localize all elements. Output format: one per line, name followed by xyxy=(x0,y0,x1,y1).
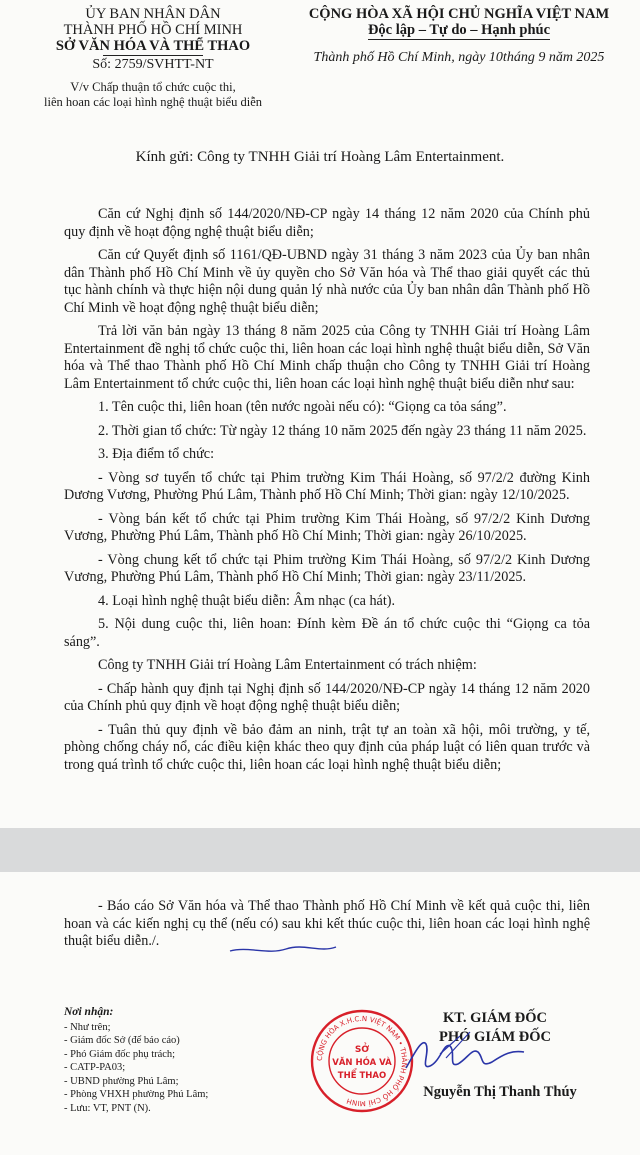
recipient-item: - Giám đốc Sở (để báo cáo) xyxy=(64,1035,180,1046)
paragraph: 1. Tên cuộc thi, liên hoan (tên nước ngoài nếu có): “Giọng ca tỏa sáng”. xyxy=(98,399,507,415)
paragraph: - Tuân thủ quy định về bảo đảm an ninh, trật tự an toàn xã hội, môi trường, y tế, phòng chống cháy nổ, các điều kiện khác theo quy định của pháp luật có liên quan trước và trong quá trình tổ chức cuộc thi, liên hoan các loại hình nghệ thuật biểu diễn; xyxy=(64,721,590,773)
subject-line1: V/v Chấp thuận tổ chức cuộc thi, xyxy=(70,80,236,94)
department-underline xyxy=(103,55,203,56)
seal-center-line2: VĂN HÓA VÀ xyxy=(332,1058,392,1068)
seal-center-line3: THỂ THAO xyxy=(337,1071,387,1081)
recipient-item: - CATP-PA03; xyxy=(64,1062,126,1073)
seal-center-line1: SỞ xyxy=(354,1045,370,1055)
paragraph: 2. Thời gian tổ chức: Từ ngày 12 tháng 10 năm 2025 đến ngày 23 tháng 11 năm 2025. xyxy=(98,422,587,439)
recipients-list xyxy=(64,1006,294,1115)
document-number: Số: 2759/SVHTT-NT xyxy=(92,57,214,72)
issuing-agency-header xyxy=(34,6,272,110)
paragraph: Căn cứ Quyết định số 1161/QĐ-UBND ngày 31 tháng 3 năm 2023 của Ủy ban nhân dân Thành phố Hồ Chí Minh về ủy quyền cho Sở Văn hóa và Thể thao giải quyết các thủ tục hành chính và thực hiện nội dung quản lý nhà nước của Ủy ban nhân dân Thành phố Hồ Chí Minh về hoạt động nghệ thuật biểu diễn; xyxy=(64,247,590,316)
recipients-title: Nơi nhận: xyxy=(64,1006,114,1018)
signer-role-line2: PHÓ GIÁM ĐỐC xyxy=(439,1029,551,1045)
paragraph: - Báo cáo Sở Văn hóa và Thể thao Thành phố Hồ Chí Minh về kết quả cuộc thi, liên hoan và các kiến nghị cụ thể (nếu có) sau khi kết thúc cuộc thi, liên hoan các loại hình nghệ thuật biểu diễn./. xyxy=(64,898,590,949)
handwritten-signature-icon xyxy=(400,1024,530,1084)
closing-underline-scribble xyxy=(228,942,338,958)
department-name: SỞ VĂN HÓA VÀ THỂ THAO xyxy=(55,38,251,54)
paragraph: - Vòng bán kết tổ chức tại Phim trường Kim Thái Hoàng, số 97/2/2 Kinh Dương Vương, Phường Phú Lâm, Thành phố Hồ Chí Minh; Thời gian: ngày 26/10/2025. xyxy=(64,510,590,544)
letter-body xyxy=(64,206,590,780)
paragraph: 5. Nội dung cuộc thi, liên hoan: Đính kèm Đề án tổ chức cuộc thi “Giọng ca tỏa sáng”. xyxy=(64,616,590,650)
paragraph: - Chấp hành quy định tại Nghị định số 144/2020/NĐ-CP ngày 14 tháng 12 năm 2020 của Chính phủ quy định về hoạt động nghệ thuật biểu diễn; xyxy=(64,680,590,714)
agency-line1: ỦY BAN NHÂN DÂN xyxy=(85,6,221,22)
recipient-item: - Phòng VHXH phường Phú Lâm; xyxy=(64,1089,209,1100)
agency-line2: THÀNH PHỐ HỒ CHÍ MINH xyxy=(63,22,243,38)
recipient-item: - UBND phường Phú Lâm; xyxy=(64,1075,179,1087)
recipient-item: - Phó Giám đốc phụ trách; xyxy=(64,1048,176,1060)
recipient-line: Kính gửi: Công ty TNHH Giải trí Hoàng Lâm Entertainment. xyxy=(135,149,505,165)
subject-line2: liên hoan các loại hình nghệ thuật biểu diễn xyxy=(44,95,262,109)
signer-role-line1: KT. GIÁM ĐỐC xyxy=(442,1010,548,1026)
paragraph: - Vòng chung kết tổ chức tại Phim trường Kim Thái Hoàng, số 97/2/2 Kinh Dương Vương, Phường Phú Lâm, Thành phố Hồ Chí Minh; Thời gian: ngày 23/11/2025. xyxy=(64,551,590,585)
signer-name: Nguyễn Thị Thanh Thúy xyxy=(423,1084,577,1100)
national-header xyxy=(284,6,634,66)
country-name: CỘNG HÒA XÃ HỘI CHỦ NGHĨA VIỆT NAM xyxy=(308,6,610,22)
paragraph: - Vòng sơ tuyển tổ chức tại Phim trường Kim Thái Hoàng, số 97/2/2 đường Kinh Dương Vương, Phường Phú Lâm, Thành phố Hồ Chí Minh; Thời gian: ngày 12/10/2025. xyxy=(64,469,590,503)
paragraph: Công ty TNHH Giải trí Hoàng Lâm Entertainment có trách nhiệm: xyxy=(98,657,477,673)
page-separator xyxy=(0,828,640,872)
issue-date: Thành phố Hồ Chí Minh, ngày 10tháng 9 năm 2025 xyxy=(313,50,605,65)
paragraph: Căn cứ Nghị định số 144/2020/NĐ-CP ngày 14 tháng 12 năm 2020 của Chính phủ quy định về hoạt động nghệ thuật biểu diễn; xyxy=(64,206,590,240)
paragraph: Trả lời văn bản ngày 13 tháng 8 năm 2025 của Công ty TNHH Giải trí Hoàng Lâm Entertainment đề nghị tổ chức cuộc thi, liên hoan các loại hình nghệ thuật biểu diễn, Sở Văn hóa và Thể thao Thành phố Hồ Chí Minh chấp thuận cho Công ty TNHH Giải trí Hoàng Lâm Entertainment tổ chức cuộc thi, liên hoan các loại hình nghệ thuật biểu diễn như sau: xyxy=(64,323,590,392)
paragraph: 3. Địa điểm tổ chức: xyxy=(98,446,215,462)
paragraph: 4. Loại hình nghệ thuật biểu diễn: Âm nhạc (ca hát). xyxy=(98,592,396,609)
national-motto: Độc lập – Tự do – Hạnh phúc xyxy=(367,22,551,38)
seal-ring-text: CỘNG HÒA X.H.C.N VIỆT NAM • THÀNH PHỐ HỒ CHÍ MINH xyxy=(315,1014,409,1108)
recipient-item: - Như trên; xyxy=(64,1021,111,1033)
recipient-item: - Lưu: VT, PNT (N). xyxy=(64,1102,151,1114)
